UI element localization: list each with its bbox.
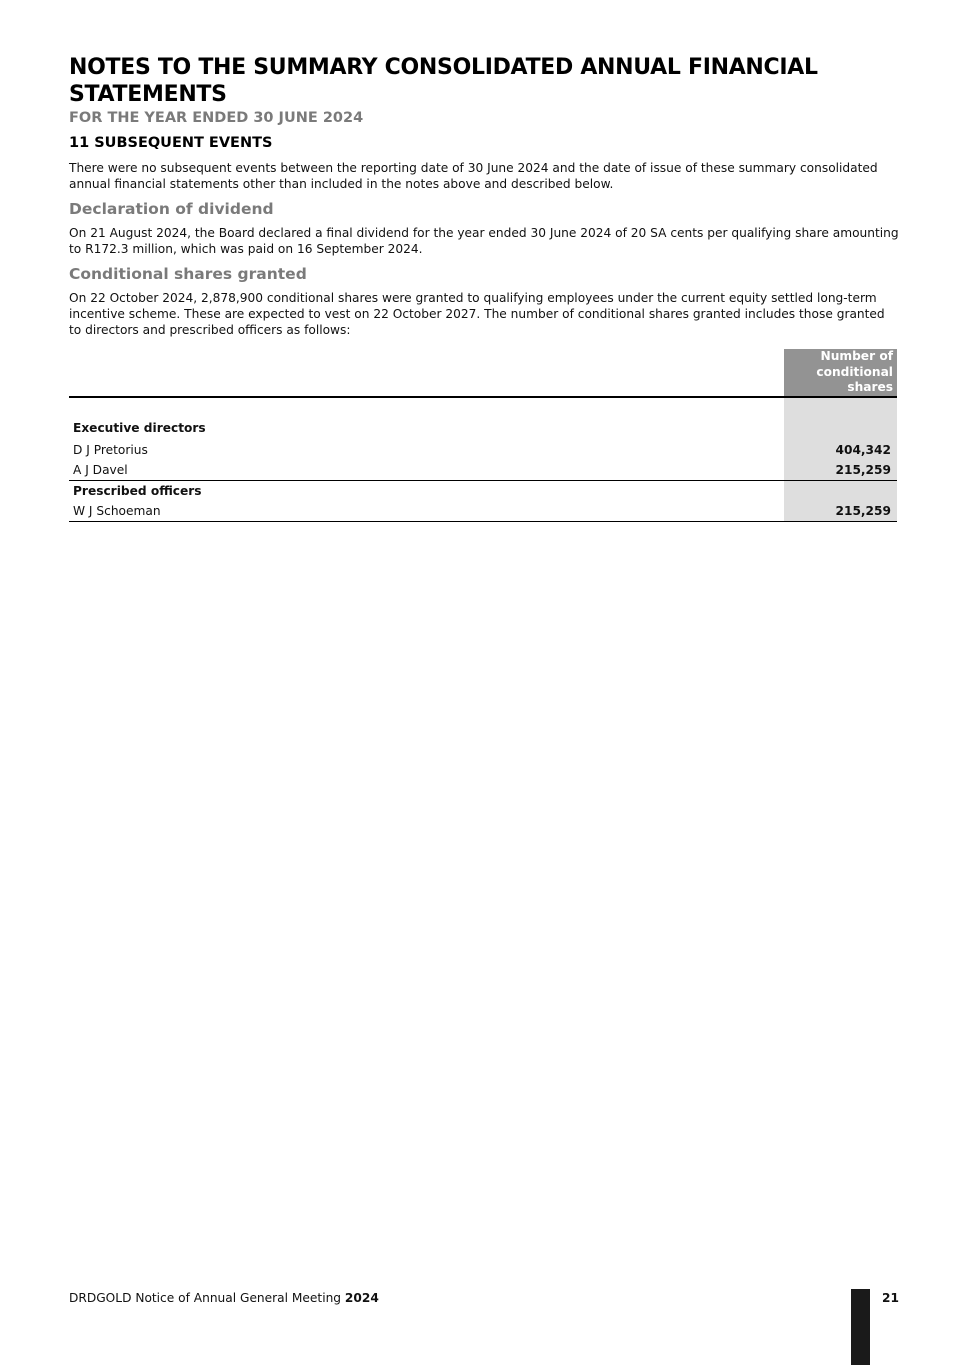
conditional-shares-heading: Conditional shares granted: [69, 265, 307, 283]
footer-publication-name: DRDGOLD Notice of Annual General Meeting: [69, 1291, 342, 1305]
table-row-value: 215,259: [784, 501, 897, 522]
table-row-name: A J Davel: [73, 462, 128, 477]
table-row: [69, 501, 897, 522]
footer-year: 2024: [344, 1291, 379, 1305]
table-column-header: Number of conditional shares: [784, 349, 897, 397]
footer-bar: [851, 1289, 870, 1365]
table-row: [69, 460, 897, 481]
table-row: [69, 440, 897, 460]
section-heading: 11 SUBSEQUENT EVENTS: [69, 135, 273, 151]
conditional-shares-paragraph: On 22 October 2024, 2,878,900 conditional shares were granted to qualifying employees under the current equity settled long-term incentive scheme. These are expected to vest on 22 October 2027. The number of conditional shares granted includes those granted to directors and prescribed officers as follows:: [69, 291, 885, 337]
table-header-row: [69, 349, 897, 397]
page-number: 21: [882, 1291, 899, 1305]
conditional-shares-table: [69, 349, 897, 522]
table-group-label: Executive directors: [73, 420, 206, 435]
table-group-row: [69, 416, 897, 440]
dividend-heading: Declaration of dividend: [69, 200, 274, 218]
table-group-label: Prescribed officers: [69, 480, 784, 501]
table-header-blank: [69, 349, 784, 397]
table-row-name: D J Pretorius: [73, 442, 148, 457]
footer-publication: [69, 1291, 379, 1305]
table-group-row: [69, 480, 897, 501]
table-row-value: 404,342: [784, 440, 897, 460]
table-row-value: 215,259: [784, 460, 897, 481]
intro-paragraph: There were no subsequent events between the reporting date of 30 June 2024 and the date of issue of these summary consolidated annual financial statements other than included in the notes above and described below.: [69, 161, 878, 191]
page-title: NOTES TO THE SUMMARY CONSOLIDATED ANNUAL FINANCIAL STATEMENTS: [69, 55, 818, 107]
table-spacer-row: [69, 397, 897, 416]
table-row-name: W J Schoeman: [69, 501, 784, 522]
page-subtitle: FOR THE YEAR ENDED 30 JUNE 2024: [69, 110, 364, 126]
dividend-paragraph: On 21 August 2024, the Board declared a final dividend for the year ended 30 June 2024 of 20 SA cents per qualifying share amounting to R172.3 million, which was paid on 16 September 2024.: [69, 226, 899, 256]
